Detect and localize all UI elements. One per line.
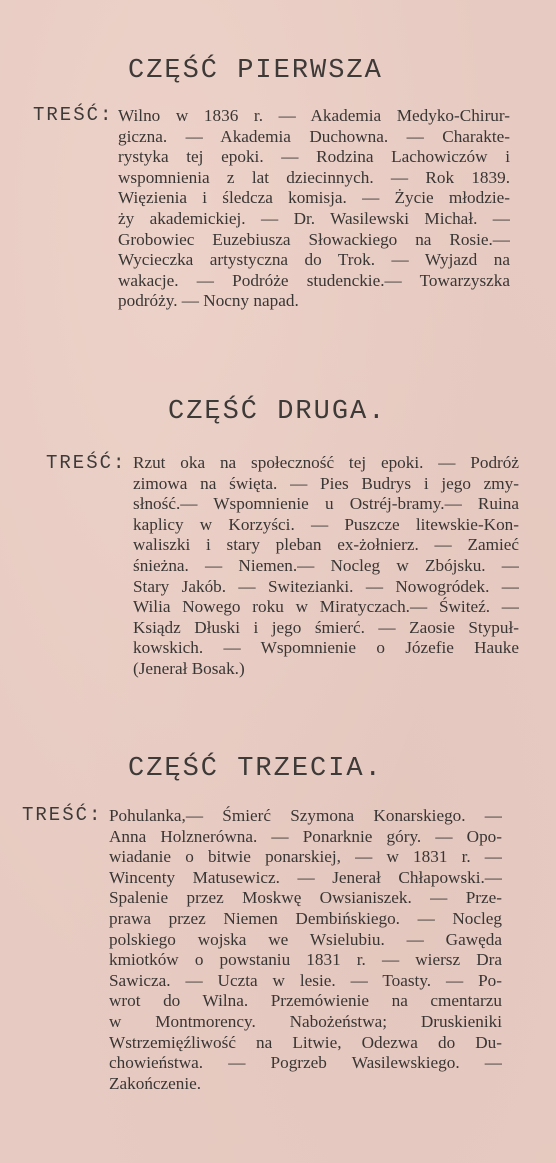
text-line: rystyka tej epoki. — Rodzina Lachowiczów i (118, 147, 510, 167)
text-line: wrot do Wilna. Przemówienie na cmentarzu (109, 991, 502, 1011)
text-line: Wilia Nowego roku w Miratyczach.— Świteź. — (133, 597, 519, 617)
text-line: Spalenie przez Moskwę Owsianiszek. — Prze- (109, 888, 502, 908)
text-line: Wilno w 1836 r. — Akademia Medyko-Chirur- (118, 106, 510, 125)
text-line: zimowa na święta. — Pies Budrys i jego zmy- (133, 473, 519, 493)
text-line: słność.— Wspomnienie u Ostréj-bramy.— Ruina (133, 494, 519, 514)
text-line: ży akademickiej. — Dr. Wasilewski Michał. — (118, 208, 510, 228)
text-line: Wstrzemięźliwość na Litwie, Odezwa do Du- (109, 1032, 502, 1052)
text-line: wakacje. — Podróże studenckie.— Towarzyszka (118, 270, 510, 290)
section-heading: CZĘŚĆ PIERWSZA (128, 56, 383, 86)
text-line: polskiego wojska we Wsielubiu. — Gawęda (109, 929, 502, 949)
text-line: Anna Holznerówna. — Ponarknie góry. — Opo- (109, 826, 502, 846)
text-line: Zakończenie. (109, 1073, 202, 1093)
text-line: Stary Jakób. — Switezianki. — Nowogródek. — (133, 576, 519, 596)
text-line: Więzienia i śledcza komisja. — Życie młodzie- (118, 188, 510, 208)
contents-label: TREŚĆ: (33, 104, 114, 126)
section-heading: CZĘŚĆ TRZECIA. (128, 754, 383, 784)
text-line: waliszki i stary pleban ex-żołnierz. — Zamieć (133, 535, 519, 555)
text-line: Wincenty Matusewicz. — Jenerał Chłapowski.— (109, 867, 502, 887)
text-line: chowieństwa. — Pogrzeb Wasilewskiego. — (109, 1053, 502, 1073)
text-line: wiadanie o bitwie ponarskiej, — w 1831 r. — (109, 847, 502, 867)
text-line: prawa przez Niemen Dembińskiego. — Nocleg (109, 908, 502, 928)
contents-label: TREŚĆ: (22, 804, 103, 826)
text-line: Wycieczka artystyczna do Trok. — Wyjazd na (118, 250, 510, 270)
text-line: Ksiądz Dłuski i jego śmierć. — Zaosie Stypuł- (133, 617, 519, 637)
contents-label: TREŚĆ: (46, 452, 127, 474)
text-line: kowskich. — Wspomnienie o Józefie Hauke (133, 638, 519, 658)
text-line: Sawicza. — Uczta w lesie. — Toasty. — Po- (109, 970, 502, 990)
text-line: śnieżna. — Niemen.— Nocleg w Zbójsku. — (133, 555, 519, 575)
section-contents (118, 106, 510, 312)
text-line: giczna. — Akademia Duchowna. — Charakte- (118, 126, 510, 146)
text-line: Grobowiec Euzebiusza Słowackiego na Rosie.— (118, 229, 510, 249)
text-line: (Jenerał Bosak.) (133, 658, 245, 678)
text-line: kmiotków o powstaniu 1831 r. — wiersz Dra (109, 950, 502, 970)
section-contents (109, 806, 502, 1094)
section-contents (133, 453, 519, 680)
text-line: podróży. — Nocny napad. (118, 291, 299, 311)
text-line: Rzut oka na społeczność tej epoki. — Podróż (133, 453, 519, 472)
text-line: Pohulanka,— Śmierć Szymona Konarskiego. — (109, 806, 502, 825)
text-line: kaplicy w Korzyści. — Puszcze litewskie-Kon- (133, 514, 519, 534)
section-heading: CZĘŚĆ DRUGA. (168, 397, 387, 427)
text-line: wspomnienia z lat dziecinnych. — Rok 1839. (118, 167, 510, 187)
text-line: w Montmorency. Nabożeństwa; Druskieniki (109, 1011, 502, 1031)
